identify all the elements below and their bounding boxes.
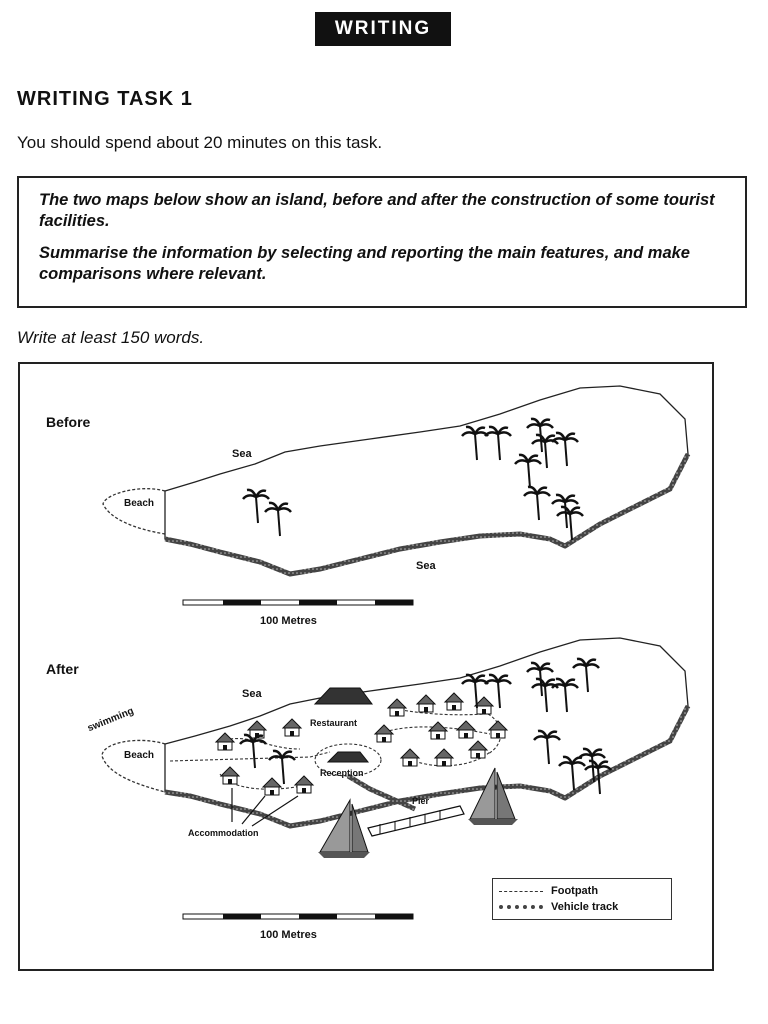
pier — [368, 806, 464, 836]
after-map-title: After — [46, 661, 79, 677]
time-instruction: You should spend about 20 minutes on this task. — [17, 133, 383, 152]
accommodation-label: Accommodation — [188, 828, 259, 838]
beach-outline — [102, 740, 165, 792]
legend-vehicle-track-label: Vehicle track — [551, 901, 619, 913]
prompt-summarise: Summarise the information by selecting and reporting the main features, and make comparisons where relevant. — [39, 244, 690, 283]
vehicle-track-swatch — [499, 905, 543, 909]
after-scale-bar — [183, 914, 413, 919]
before-scale-bar — [183, 600, 413, 605]
before-map — [103, 386, 688, 605]
restaurant-label: Restaurant — [310, 718, 358, 728]
legend-vehicle-track — [499, 901, 618, 913]
reception-label: Reception — [320, 768, 364, 778]
map-legend — [492, 878, 672, 920]
sea-label: Sea — [416, 560, 436, 572]
sea-label: Sea — [242, 688, 262, 700]
swimming-label: swimming — [86, 705, 136, 735]
pier-label: Pier — [412, 796, 430, 806]
beach-label: Beach — [124, 498, 155, 509]
before-map-title: Before — [46, 414, 91, 430]
prompt-description: The two maps below show an island, before and after the construction of some tourist facilities. — [39, 191, 715, 230]
scale-label: 100 Metres — [260, 615, 317, 627]
section-header — [315, 12, 451, 46]
after-map — [102, 638, 688, 919]
legend-footpath-label: Footpath — [551, 885, 599, 897]
word-count-instruction: Write at least 150 words. — [17, 328, 205, 347]
sea-label: Sea — [232, 448, 252, 460]
footpath-swatch — [499, 891, 543, 892]
scale-label: 100 Metres — [260, 929, 317, 941]
maps-figure — [18, 362, 714, 971]
beach-label: Beach — [124, 750, 155, 761]
section-header-label: WRITING — [334, 18, 432, 39]
legend-footpath — [499, 885, 598, 897]
beach-outline — [103, 489, 165, 534]
task-prompt-box — [17, 176, 747, 308]
task-title: WRITING TASK 1 — [17, 88, 193, 110]
restaurant-building — [315, 688, 372, 704]
